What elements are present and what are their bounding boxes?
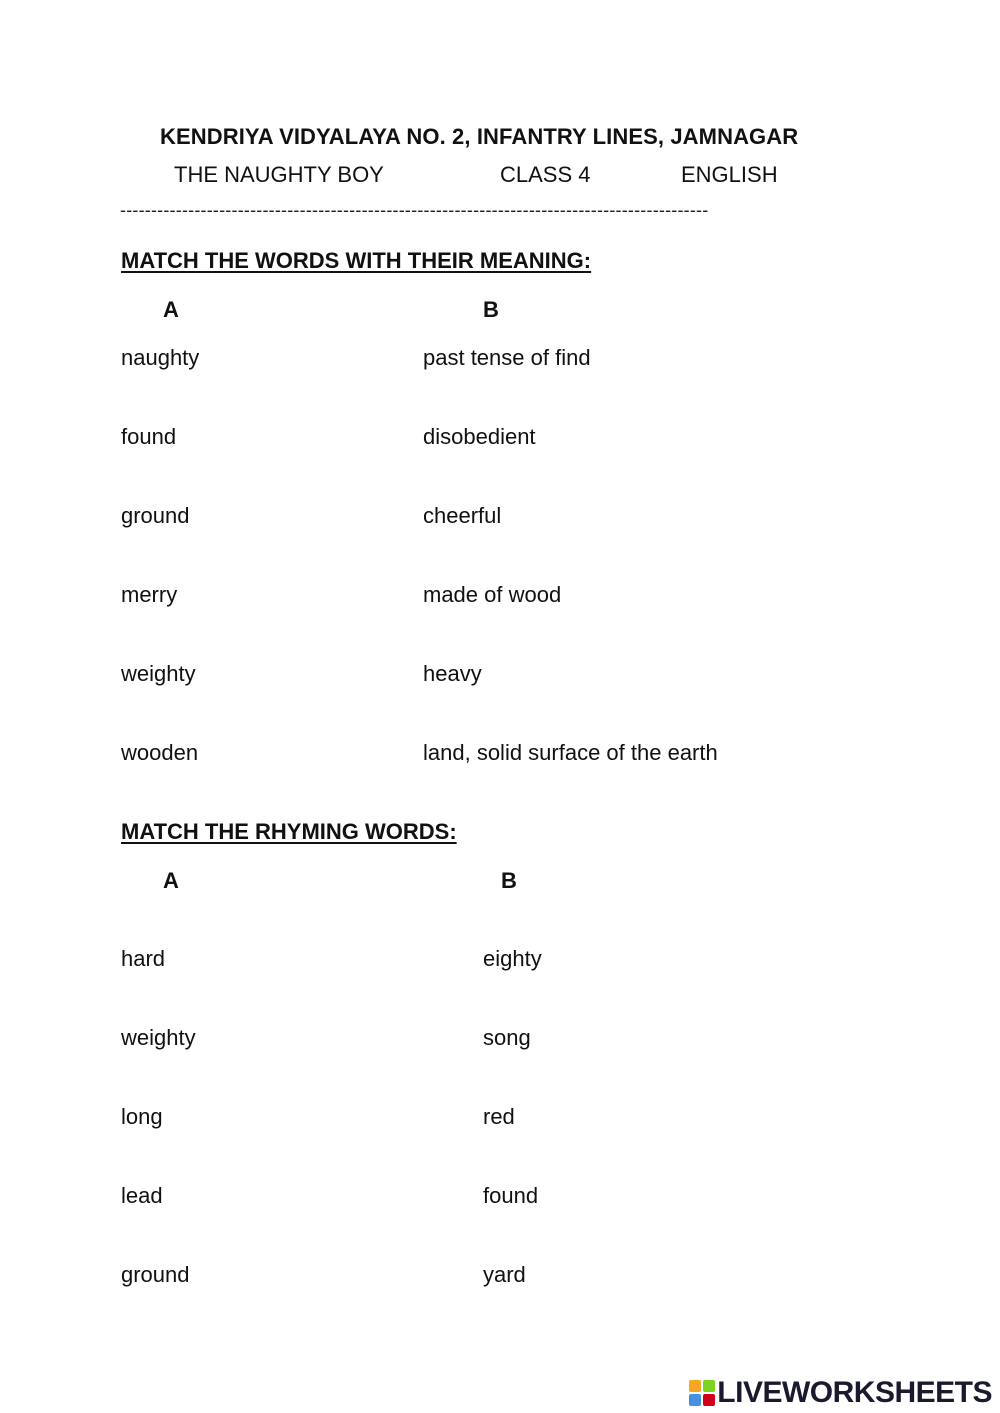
section1-word-b: made of wood <box>423 582 562 607</box>
logo-square <box>703 1380 715 1392</box>
subject-label: ENGLISH <box>681 162 778 187</box>
section1-word-b: past tense of find <box>423 345 591 370</box>
section1-word-b: land, solid surface of the earth <box>423 740 718 765</box>
section2-word-b: yard <box>483 1262 526 1287</box>
section1-word-a: wooden <box>121 740 199 765</box>
section1-word-a: naughty <box>121 345 200 370</box>
section1-word-b: cheerful <box>423 503 502 528</box>
section1-col-a: A <box>163 297 179 322</box>
section1-heading: MATCH THE WORDS WITH THEIR MEANING: <box>121 248 592 273</box>
logo-square <box>703 1394 715 1406</box>
school-name: KENDRIYA VIDYALAYA NO. 2, INFANTRY LINES, JAMNAGAR <box>160 124 799 149</box>
logo-square <box>689 1380 701 1392</box>
divider-line: ----------------------------------------------------------------------------------------------- <box>120 200 709 220</box>
class-label: CLASS 4 <box>500 162 591 187</box>
section2-word-a: lead <box>121 1183 163 1208</box>
section2-word-b: eighty <box>483 946 542 971</box>
section1-word-a: ground <box>121 503 190 528</box>
section2-col-a: A <box>163 868 179 893</box>
section2-word-b: song <box>483 1025 531 1050</box>
section1-word-a: found <box>121 424 177 449</box>
section2-word-a: weighty <box>121 1025 196 1050</box>
liveworksheets-logo-icon <box>689 1380 715 1406</box>
section1-word-a: weighty <box>121 661 196 686</box>
section1-col-b: B <box>483 297 499 322</box>
section2-word-b: red <box>483 1104 515 1129</box>
section1-word-b: heavy <box>423 661 482 686</box>
section1-word-b: disobedient <box>423 424 536 449</box>
section2-col-b: B <box>501 868 517 893</box>
section2-heading: MATCH THE RHYMING WORDS: <box>121 819 457 844</box>
section1-word-a: merry <box>121 582 178 607</box>
section2-word-a: ground <box>121 1262 190 1287</box>
liveworksheets-logo-text: LIVEWORKSHEETS <box>717 1376 992 1409</box>
liveworksheets-logo <box>689 1376 992 1410</box>
section2-word-a: hard <box>121 946 166 971</box>
section2-word-a: long <box>121 1104 163 1129</box>
section2-word-b: found <box>483 1183 539 1208</box>
logo-square <box>689 1394 701 1406</box>
lesson-title: THE NAUGHTY BOY <box>174 162 384 187</box>
